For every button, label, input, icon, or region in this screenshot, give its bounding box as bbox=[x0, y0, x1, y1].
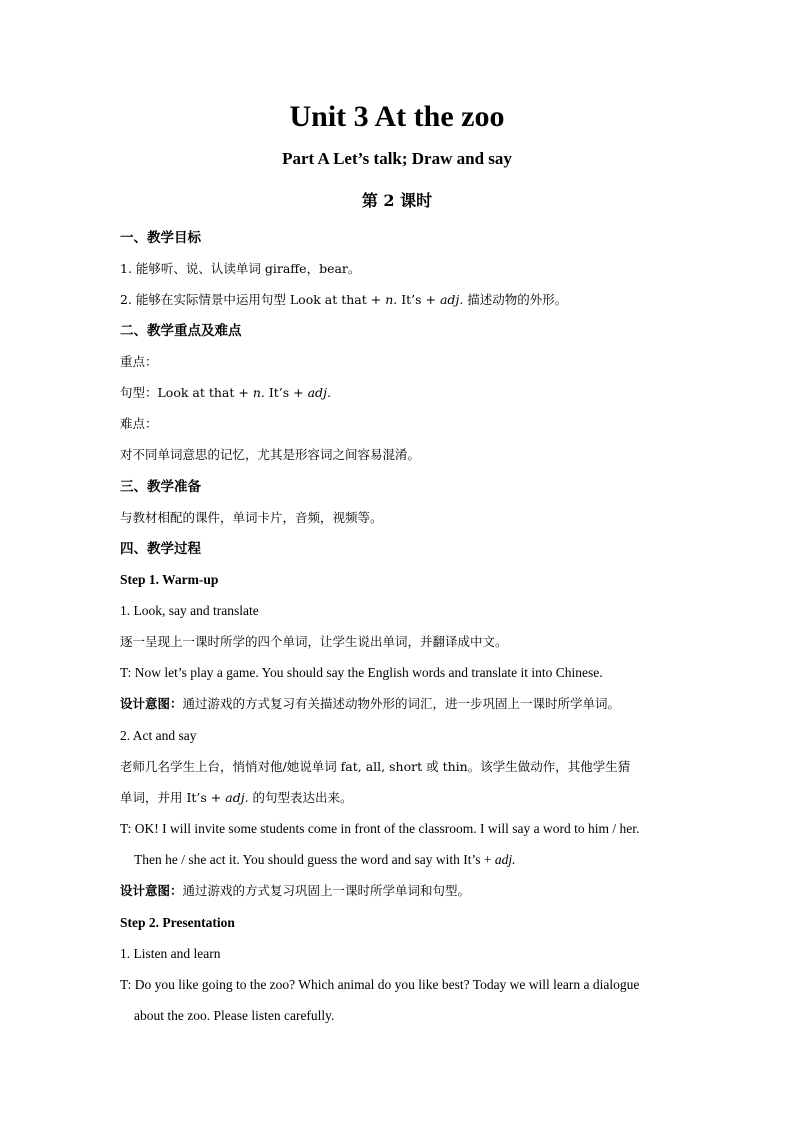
process-heading: 四、教学过程 bbox=[120, 541, 201, 557]
objective-item-2: 2. 能够在实际情景中运用句型 Look at that + n. It’s + adj. 描述动物的外形。 bbox=[120, 292, 568, 307]
difficult-text: 对不同单词意思的记忆，尤其是形容词之间容易混淆。 bbox=[120, 447, 421, 462]
design-intent-2: 设计意图：通过游戏的方式复习巩固上一课时所学单词和句型。 bbox=[120, 883, 471, 898]
keypoints-heading: 二、教学重点及难点 bbox=[120, 323, 242, 339]
step1-sub2: 2. Act and say bbox=[120, 728, 197, 743]
preparation-heading: 三、教学准备 bbox=[120, 479, 201, 495]
step1-teacher-line: T: Now let’s play a game. You should say the English words and translate it into Chinese. bbox=[120, 665, 603, 680]
step1-sub2-line1: 老师几名学生上台，悄悄对他/她说单词 fat, all, short 或 thin。该学生做动作，其他学生猜 bbox=[120, 759, 631, 774]
step2-sub1: 1. Listen and learn bbox=[120, 946, 221, 961]
difficult-label: 难点： bbox=[120, 416, 158, 431]
step1-teacher-line-3: Then he / she act it. You should guess the word and say with It’s + adj. bbox=[134, 852, 516, 867]
objectives-heading: 一、教学目标 bbox=[120, 230, 201, 246]
preparation-text: 与教材相配的课件，单词卡片，音频，视频等。 bbox=[120, 510, 383, 525]
key-label: 重点： bbox=[120, 354, 158, 369]
unit-title: Unit 3 At the zoo bbox=[289, 100, 505, 133]
design-intent-1: 设计意图：通过游戏的方式复习有关描述动物外形的词汇，进一步巩固上一课时所学单词。 bbox=[120, 696, 621, 711]
step2-teacher-line-2: about the zoo. Please listen carefully. bbox=[134, 1008, 335, 1023]
objective-item-1: 1. 能够听、说、认读单词 giraffe，bear。 bbox=[120, 261, 361, 276]
step2-title: Step 2. Presentation bbox=[120, 915, 235, 930]
step1-teacher-line-2: T: OK! I will invite some students come in front of the classroom. I will say a word to him / her. bbox=[120, 821, 640, 836]
key-pattern: 句型：Look at that + n. It’s + adj. bbox=[120, 385, 331, 400]
step1-sub1-text: 逐一呈现上一课时所学的四个单词，让学生说出单词，并翻译成中文。 bbox=[120, 634, 508, 649]
step1-sub2-line2: 单词，并用 It’s + adj. 的句型表达出来。 bbox=[120, 790, 353, 805]
step2-teacher-line-1: T: Do you like going to the zoo? Which animal do you like best? Today we will learn a dialogue bbox=[120, 977, 640, 992]
part-subtitle: Part A Let’s talk; Draw and say bbox=[282, 149, 512, 168]
lesson-number: 第 2 课时 bbox=[361, 191, 433, 210]
step1-title: Step 1. Warm-up bbox=[120, 572, 219, 587]
step1-sub1: 1. Look, say and translate bbox=[120, 603, 259, 618]
